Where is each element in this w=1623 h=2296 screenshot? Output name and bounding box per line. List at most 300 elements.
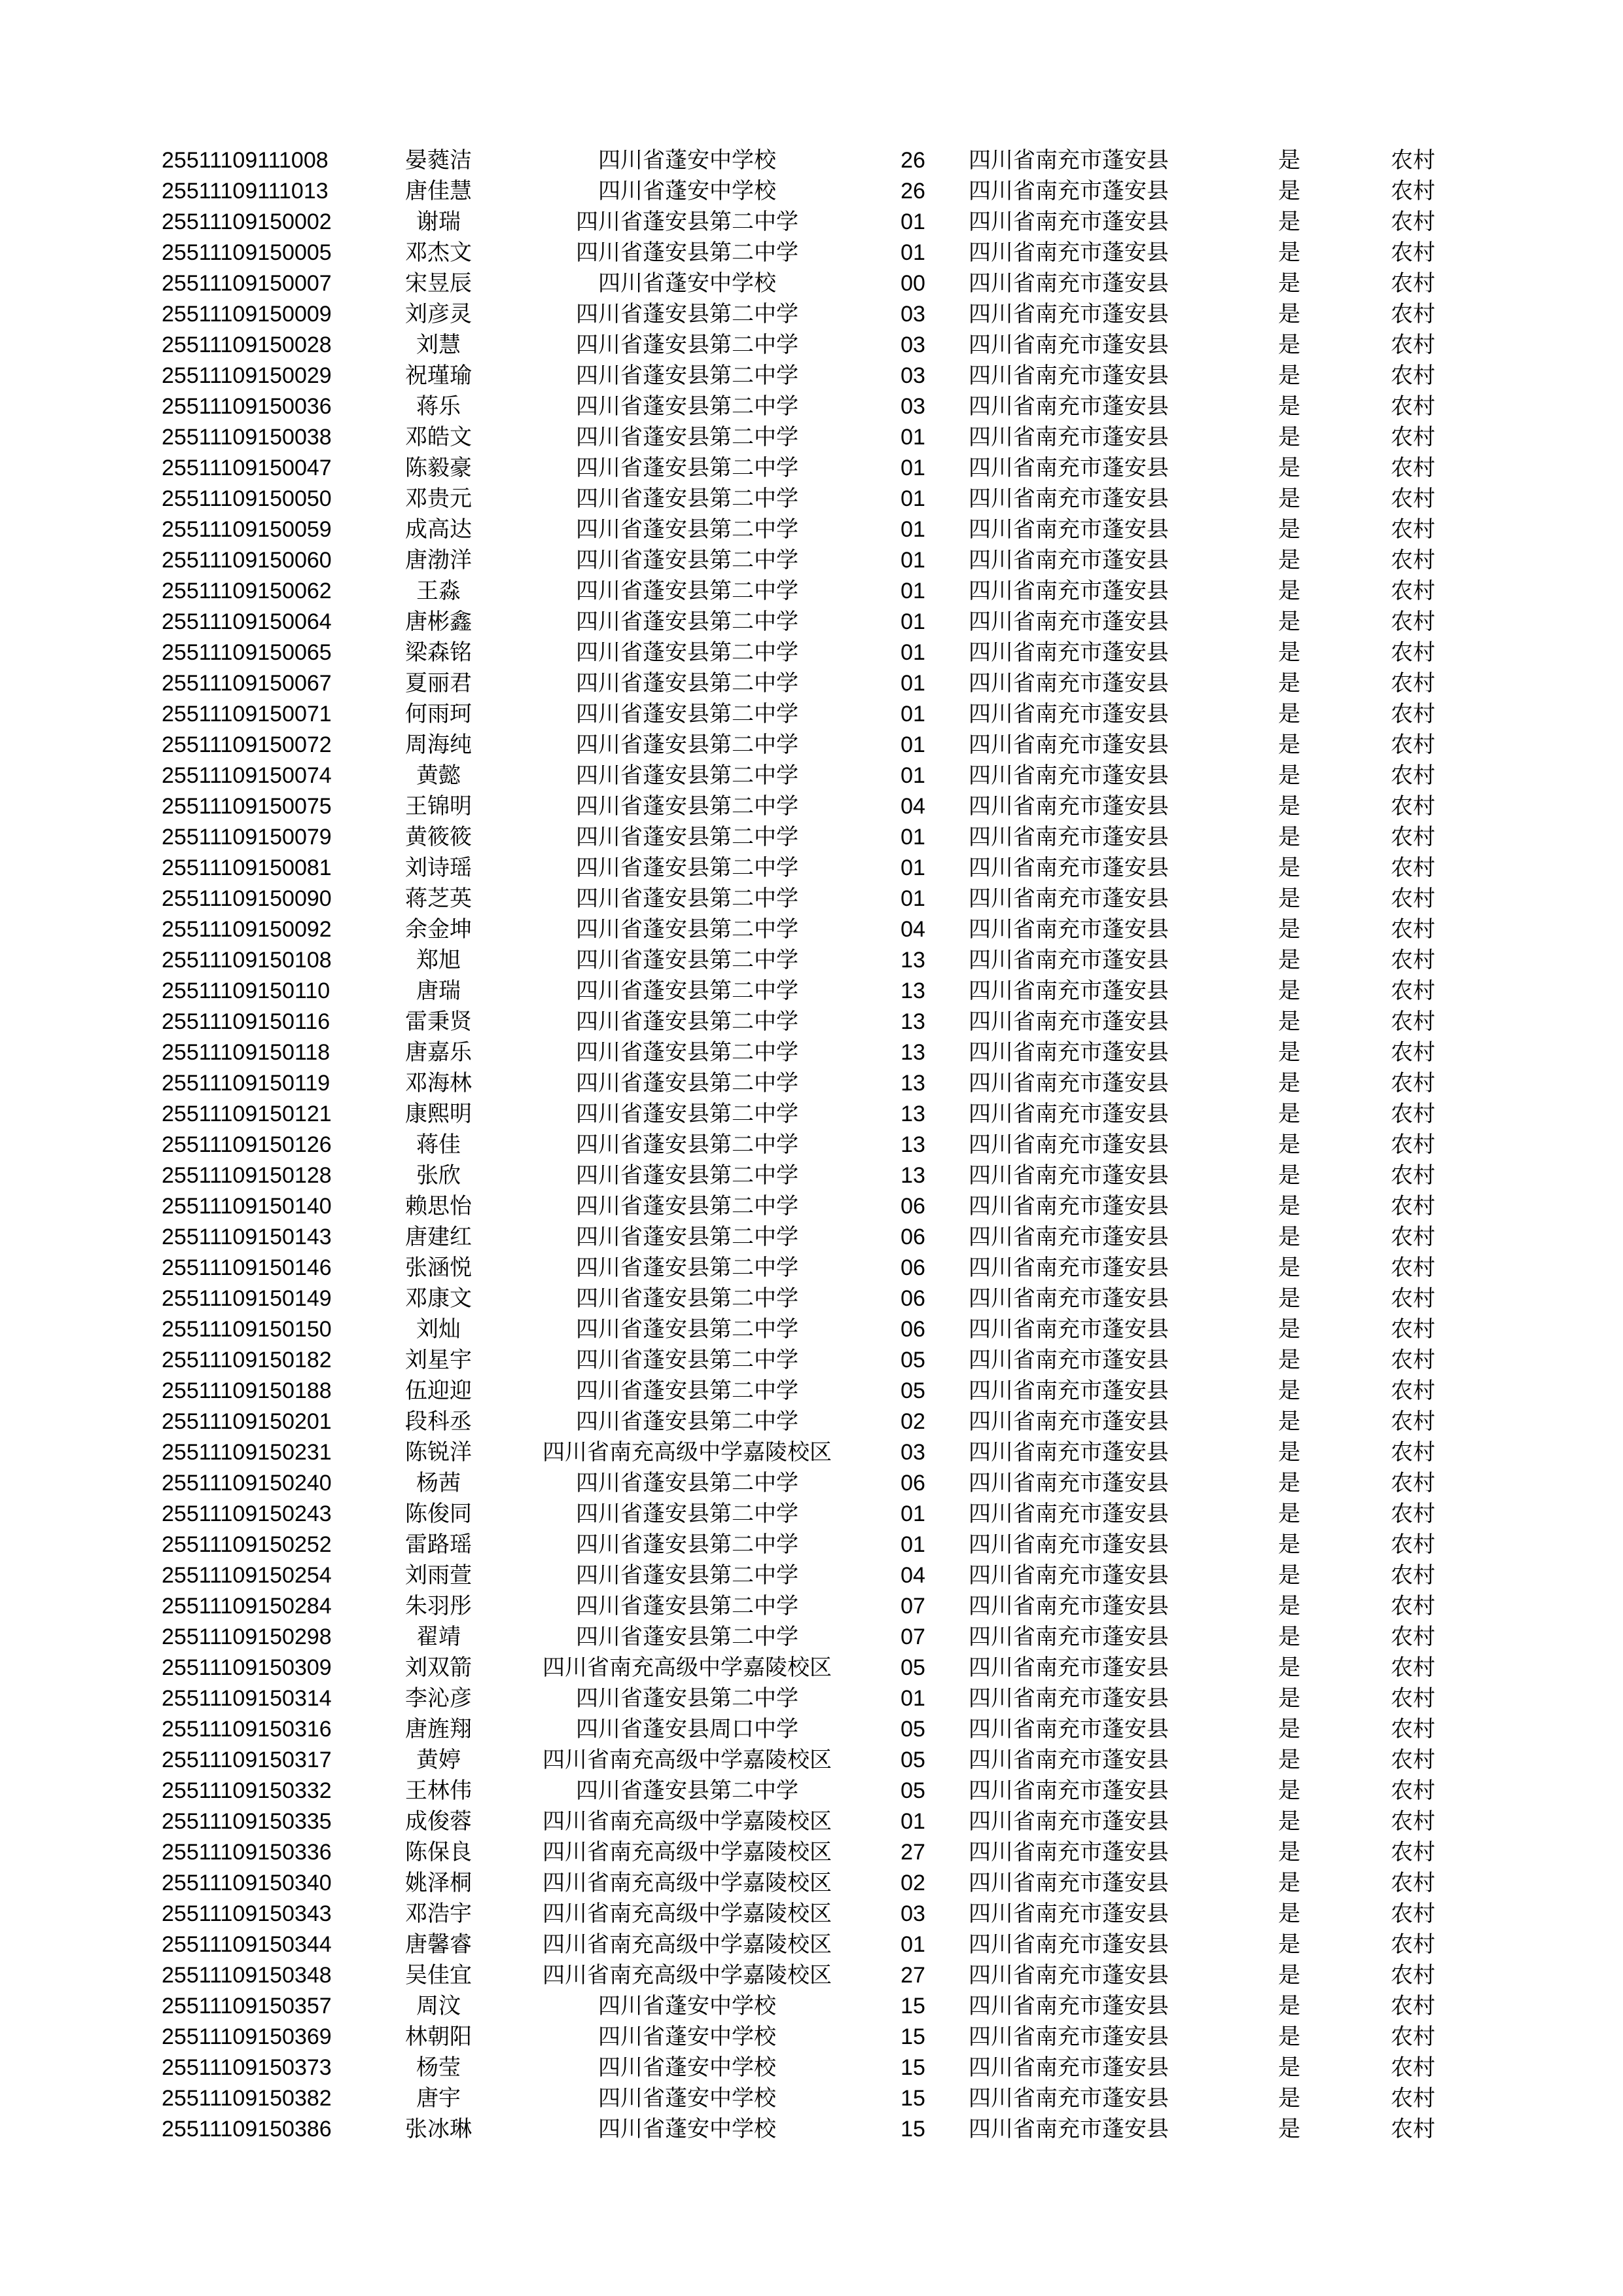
table-row <box>0 1160 1623 1191</box>
table-row <box>0 791 1623 822</box>
school-cell: 四川省蓬安县第二中学 <box>576 886 798 911</box>
category-code-cell: 01 <box>901 486 925 511</box>
school-cell: 四川省蓬安县第二中学 <box>576 1102 798 1126</box>
student-id-cell: 25511109150188 <box>162 1378 332 1403</box>
category-code-cell: 03 <box>901 1901 925 1926</box>
student-name-cell: 唐旌翔 <box>405 1717 472 1742</box>
residence-type-cell: 农村 <box>1391 1102 1435 1126</box>
household-region-cell: 四川省南充市蓬安县 <box>969 425 1169 450</box>
table-row <box>0 1222 1623 1253</box>
student-name-cell: 何雨珂 <box>405 702 472 726</box>
school-cell: 四川省南充高级中学嘉陵校区 <box>543 1901 832 1926</box>
household-region-cell: 四川省南充市蓬安县 <box>969 517 1169 542</box>
eligibility-flag-cell: 是 <box>1278 855 1300 880</box>
eligibility-flag-cell: 是 <box>1278 1994 1300 2018</box>
school-cell: 四川省蓬安县第二中学 <box>576 948 798 973</box>
table-row <box>0 207 1623 238</box>
household-region-cell: 四川省南充市蓬安县 <box>969 2086 1169 2111</box>
household-region-cell: 四川省南充市蓬安县 <box>969 794 1169 819</box>
student-id-cell: 25511109150382 <box>162 2086 332 2111</box>
eligibility-flag-cell: 是 <box>1278 1317 1300 1342</box>
residence-type-cell: 农村 <box>1391 1009 1435 1034</box>
residence-type-cell: 农村 <box>1391 1624 1435 1649</box>
residence-type-cell: 农村 <box>1391 179 1435 204</box>
eligibility-flag-cell: 是 <box>1278 1071 1300 1096</box>
household-region-cell: 四川省南充市蓬安县 <box>969 302 1169 327</box>
category-code-cell: 15 <box>901 1994 925 2018</box>
household-region-cell: 四川省南充市蓬安县 <box>969 2117 1169 2142</box>
eligibility-flag-cell: 是 <box>1278 1594 1300 1619</box>
residence-type-cell: 农村 <box>1391 2055 1435 2080</box>
category-code-cell: 13 <box>901 1009 925 1034</box>
residence-type-cell: 农村 <box>1391 917 1435 942</box>
eligibility-flag-cell: 是 <box>1278 1532 1300 1557</box>
school-cell: 四川省蓬安中学校 <box>598 271 776 296</box>
eligibility-flag-cell: 是 <box>1278 917 1300 942</box>
table-row <box>0 1960 1623 1991</box>
table-row <box>0 668 1623 699</box>
eligibility-flag-cell: 是 <box>1278 1963 1300 1988</box>
table-row <box>0 145 1623 176</box>
table-row <box>0 1683 1623 1714</box>
school-cell: 四川省蓬安县第二中学 <box>576 1132 798 1157</box>
student-id-cell: 25511109150231 <box>162 1440 332 1465</box>
category-code-cell: 04 <box>901 917 925 942</box>
school-cell: 四川省蓬安县第二中学 <box>576 1071 798 1096</box>
household-region-cell: 四川省南充市蓬安县 <box>969 855 1169 880</box>
table-row <box>0 730 1623 761</box>
school-cell: 四川省蓬安中学校 <box>598 2024 776 2049</box>
category-code-cell: 03 <box>901 363 925 388</box>
school-cell: 四川省南充高级中学嘉陵校区 <box>543 1655 832 1680</box>
student-name-cell: 伍迎迎 <box>405 1378 472 1403</box>
residence-type-cell: 农村 <box>1391 1348 1435 1372</box>
table-row <box>0 1130 1623 1160</box>
category-code-cell: 03 <box>901 302 925 327</box>
student-id-cell: 25511109150344 <box>162 1932 332 1957</box>
student-name-cell: 余金坤 <box>405 917 472 942</box>
household-region-cell: 四川省南充市蓬安县 <box>969 1871 1169 1895</box>
table-row <box>0 1776 1623 1806</box>
eligibility-flag-cell: 是 <box>1278 363 1300 388</box>
household-region-cell: 四川省南充市蓬安县 <box>969 1378 1169 1403</box>
eligibility-flag-cell: 是 <box>1278 1840 1300 1865</box>
residence-type-cell: 农村 <box>1391 1655 1435 1680</box>
household-region-cell: 四川省南充市蓬安县 <box>969 825 1169 850</box>
student-id-cell: 25511109150119 <box>162 1071 330 1096</box>
category-code-cell: 01 <box>901 1501 925 1526</box>
category-code-cell: 01 <box>901 1932 925 1957</box>
household-region-cell: 四川省南充市蓬安县 <box>969 1932 1169 1957</box>
category-code-cell: 05 <box>901 1778 925 1803</box>
category-code-cell: 01 <box>901 425 925 450</box>
student-name-cell: 晏蕤洁 <box>405 148 472 173</box>
household-region-cell: 四川省南充市蓬安县 <box>969 640 1169 665</box>
eligibility-flag-cell: 是 <box>1278 1501 1300 1526</box>
residence-type-cell: 农村 <box>1391 1532 1435 1557</box>
table-row <box>0 576 1623 607</box>
category-code-cell: 26 <box>901 148 925 173</box>
category-code-cell: 01 <box>901 1809 925 1834</box>
school-cell: 四川省蓬安县第二中学 <box>576 855 798 880</box>
table-row <box>0 1868 1623 1899</box>
table-row <box>0 1745 1623 1776</box>
student-name-cell: 邓康文 <box>405 1286 472 1311</box>
eligibility-flag-cell: 是 <box>1278 240 1300 265</box>
student-name-cell: 陈毅豪 <box>405 456 472 480</box>
eligibility-flag-cell: 是 <box>1278 486 1300 511</box>
student-name-cell: 成俊蓉 <box>405 1809 472 1834</box>
category-code-cell: 05 <box>901 1348 925 1372</box>
table-row <box>0 1991 1623 2022</box>
school-cell: 四川省蓬安县第二中学 <box>576 1255 798 1280</box>
table-row <box>0 1037 1623 1068</box>
school-cell: 四川省蓬安县第二中学 <box>576 1009 798 1034</box>
category-code-cell: 03 <box>901 332 925 357</box>
table-row <box>0 268 1623 299</box>
student-id-cell: 25511109150071 <box>162 702 332 726</box>
household-region-cell: 四川省南充市蓬安县 <box>969 948 1169 973</box>
category-code-cell: 04 <box>901 1563 925 1588</box>
residence-type-cell: 农村 <box>1391 240 1435 265</box>
table-row <box>0 1806 1623 1837</box>
student-id-cell: 25511109150332 <box>162 1778 332 1803</box>
student-name-cell: 黄懿 <box>416 763 461 788</box>
household-region-cell: 四川省南充市蓬安县 <box>969 1286 1169 1311</box>
table-row <box>0 1622 1623 1653</box>
school-cell: 四川省蓬安中学校 <box>598 179 776 204</box>
school-cell: 四川省蓬安县第二中学 <box>576 1409 798 1434</box>
eligibility-flag-cell: 是 <box>1278 548 1300 573</box>
student-name-cell: 张冰琳 <box>405 2117 472 2142</box>
student-id-cell: 25511109150062 <box>162 579 332 603</box>
residence-type-cell: 农村 <box>1391 148 1435 173</box>
table-row <box>0 1191 1623 1222</box>
eligibility-flag-cell: 是 <box>1278 825 1300 850</box>
residence-type-cell: 农村 <box>1391 1071 1435 1096</box>
student-name-cell: 邓海林 <box>405 1071 472 1096</box>
category-code-cell: 01 <box>901 702 925 726</box>
category-code-cell: 01 <box>901 1532 925 1557</box>
table-row <box>0 2022 1623 2053</box>
student-list-table <box>0 145 1623 2145</box>
table-row <box>0 1068 1623 1099</box>
eligibility-flag-cell: 是 <box>1278 1717 1300 1742</box>
household-region-cell: 四川省南充市蓬安县 <box>969 1255 1169 1280</box>
table-row <box>0 822 1623 853</box>
household-region-cell: 四川省南充市蓬安县 <box>969 332 1169 357</box>
category-code-cell: 01 <box>901 763 925 788</box>
category-code-cell: 13 <box>901 1102 925 1126</box>
school-cell: 四川省蓬安县第二中学 <box>576 1532 798 1557</box>
student-name-cell: 梁森铭 <box>405 640 472 665</box>
household-region-cell: 四川省南充市蓬安县 <box>969 732 1169 757</box>
category-code-cell: 02 <box>901 1871 925 1895</box>
household-region-cell: 四川省南充市蓬安县 <box>969 1317 1169 1342</box>
student-name-cell: 成高达 <box>405 517 472 542</box>
household-region-cell: 四川省南充市蓬安县 <box>969 2055 1169 2080</box>
category-code-cell: 26 <box>901 179 925 204</box>
household-region-cell: 四川省南充市蓬安县 <box>969 1225 1169 1249</box>
student-name-cell: 姚泽桐 <box>405 1871 472 1895</box>
student-id-cell: 25511109150116 <box>162 1009 330 1034</box>
eligibility-flag-cell: 是 <box>1278 179 1300 204</box>
table-row <box>0 761 1623 791</box>
table-row <box>0 1530 1623 1560</box>
household-region-cell: 四川省南充市蓬安县 <box>969 1809 1169 1834</box>
school-cell: 四川省南充高级中学嘉陵校区 <box>543 1963 832 1988</box>
table-row <box>0 1929 1623 1960</box>
eligibility-flag-cell: 是 <box>1278 2055 1300 2080</box>
residence-type-cell: 农村 <box>1391 2024 1435 2049</box>
table-row <box>0 853 1623 884</box>
student-id-cell: 25511109150065 <box>162 640 332 665</box>
category-code-cell: 01 <box>901 456 925 480</box>
residence-type-cell: 农村 <box>1391 302 1435 327</box>
table-row <box>0 1468 1623 1499</box>
school-cell: 四川省蓬安中学校 <box>598 2086 776 2111</box>
student-name-cell: 刘雨萱 <box>405 1563 472 1588</box>
residence-type-cell: 农村 <box>1391 763 1435 788</box>
school-cell: 四川省蓬安县第二中学 <box>576 1594 798 1619</box>
student-id-cell: 25511109111008 <box>162 148 329 173</box>
household-region-cell: 四川省南充市蓬安县 <box>969 1532 1169 1557</box>
school-cell: 四川省蓬安县第二中学 <box>576 794 798 819</box>
eligibility-flag-cell: 是 <box>1278 456 1300 480</box>
eligibility-flag-cell: 是 <box>1278 1378 1300 1403</box>
student-name-cell: 杨茜 <box>416 1471 461 1496</box>
residence-type-cell: 农村 <box>1391 209 1435 234</box>
household-region-cell: 四川省南充市蓬安县 <box>969 1501 1169 1526</box>
school-cell: 四川省蓬安县第二中学 <box>576 1501 798 1526</box>
student-id-cell: 25511109150028 <box>162 332 332 357</box>
student-id-cell: 25511109150316 <box>162 1717 332 1742</box>
category-code-cell: 06 <box>901 1255 925 1280</box>
student-name-cell: 夏丽君 <box>405 671 472 696</box>
category-code-cell: 13 <box>901 948 925 973</box>
student-name-cell: 周汶 <box>416 1994 461 2018</box>
student-name-cell: 杨莹 <box>416 2055 461 2080</box>
residence-type-cell: 农村 <box>1391 1748 1435 1772</box>
school-cell: 四川省蓬安县第二中学 <box>576 702 798 726</box>
residence-type-cell: 农村 <box>1391 1317 1435 1342</box>
student-name-cell: 郑旭 <box>416 948 461 973</box>
eligibility-flag-cell: 是 <box>1278 1778 1300 1803</box>
table-row <box>0 884 1623 914</box>
student-id-cell: 25511109150067 <box>162 671 332 696</box>
student-name-cell: 王锦明 <box>405 794 472 819</box>
household-region-cell: 四川省南充市蓬安县 <box>969 394 1169 419</box>
table-row <box>0 637 1623 668</box>
student-id-cell: 25511109150036 <box>162 394 332 419</box>
student-id-cell: 25511109150108 <box>162 948 332 973</box>
table-row <box>0 945 1623 976</box>
student-id-cell: 25511109150348 <box>162 1963 332 1988</box>
student-id-cell: 25511109150072 <box>162 732 332 757</box>
category-code-cell: 05 <box>901 1748 925 1772</box>
eligibility-flag-cell: 是 <box>1278 1563 1300 1588</box>
student-name-cell: 刘双箭 <box>405 1655 472 1680</box>
eligibility-flag-cell: 是 <box>1278 732 1300 757</box>
household-region-cell: 四川省南充市蓬安县 <box>969 1994 1169 2018</box>
student-name-cell: 陈俊同 <box>405 1501 472 1526</box>
school-cell: 四川省南充高级中学嘉陵校区 <box>543 1440 832 1465</box>
student-id-cell: 25511109150335 <box>162 1809 332 1834</box>
student-id-cell: 25511109150369 <box>162 2024 332 2049</box>
student-name-cell: 翟靖 <box>416 1624 461 1649</box>
table-row <box>0 1314 1623 1345</box>
residence-type-cell: 农村 <box>1391 425 1435 450</box>
student-name-cell: 刘彦灵 <box>405 302 472 327</box>
student-id-cell: 25511109150092 <box>162 917 332 942</box>
household-region-cell: 四川省南充市蓬安县 <box>969 579 1169 603</box>
eligibility-flag-cell: 是 <box>1278 425 1300 450</box>
table-row <box>0 2083 1623 2114</box>
residence-type-cell: 农村 <box>1391 1409 1435 1434</box>
school-cell: 四川省蓬安县第二中学 <box>576 1286 798 1311</box>
household-region-cell: 四川省南充市蓬安县 <box>969 1440 1169 1465</box>
residence-type-cell: 农村 <box>1391 978 1435 1003</box>
residence-type-cell: 农村 <box>1391 1040 1435 1065</box>
household-region-cell: 四川省南充市蓬安县 <box>969 363 1169 388</box>
residence-type-cell: 农村 <box>1391 363 1435 388</box>
residence-type-cell: 农村 <box>1391 271 1435 296</box>
eligibility-flag-cell: 是 <box>1278 1409 1300 1434</box>
household-region-cell: 四川省南充市蓬安县 <box>969 1132 1169 1157</box>
table-row <box>0 699 1623 730</box>
student-name-cell: 唐嘉乐 <box>405 1040 472 1065</box>
student-name-cell: 唐建红 <box>405 1225 472 1249</box>
table-row <box>0 545 1623 576</box>
category-code-cell: 15 <box>901 2117 925 2142</box>
eligibility-flag-cell: 是 <box>1278 1132 1300 1157</box>
eligibility-flag-cell: 是 <box>1278 1932 1300 1957</box>
student-name-cell: 王淼 <box>416 579 461 603</box>
school-cell: 四川省蓬安县第二中学 <box>576 332 798 357</box>
school-cell: 四川省蓬安县第二中学 <box>576 763 798 788</box>
residence-type-cell: 农村 <box>1391 548 1435 573</box>
residence-type-cell: 农村 <box>1391 1255 1435 1280</box>
category-code-cell: 07 <box>901 1624 925 1649</box>
table-row <box>0 391 1623 422</box>
school-cell: 四川省蓬安县第二中学 <box>576 363 798 388</box>
household-region-cell: 四川省南充市蓬安县 <box>969 1748 1169 1772</box>
student-id-cell: 25511109150005 <box>162 240 332 265</box>
household-region-cell: 四川省南充市蓬安县 <box>969 1901 1169 1926</box>
eligibility-flag-cell: 是 <box>1278 1255 1300 1280</box>
category-code-cell: 01 <box>901 240 925 265</box>
category-code-cell: 13 <box>901 1163 925 1188</box>
eligibility-flag-cell: 是 <box>1278 702 1300 726</box>
residence-type-cell: 农村 <box>1391 640 1435 665</box>
eligibility-flag-cell: 是 <box>1278 394 1300 419</box>
student-id-cell: 25511109150075 <box>162 794 332 819</box>
student-name-cell: 赖思怡 <box>405 1194 472 1219</box>
school-cell: 四川省蓬安县第二中学 <box>576 640 798 665</box>
school-cell: 四川省蓬安县第二中学 <box>576 917 798 942</box>
eligibility-flag-cell: 是 <box>1278 978 1300 1003</box>
eligibility-flag-cell: 是 <box>1278 302 1300 327</box>
student-name-cell: 刘星宇 <box>405 1348 472 1372</box>
household-region-cell: 四川省南充市蓬安县 <box>969 1594 1169 1619</box>
residence-type-cell: 农村 <box>1391 1994 1435 2018</box>
residence-type-cell: 农村 <box>1391 794 1435 819</box>
household-region-cell: 四川省南充市蓬安县 <box>969 486 1169 511</box>
residence-type-cell: 农村 <box>1391 1163 1435 1188</box>
residence-type-cell: 农村 <box>1391 1932 1435 1957</box>
student-name-cell: 蒋芝英 <box>405 886 472 911</box>
residence-type-cell: 农村 <box>1391 517 1435 542</box>
student-id-cell: 25511109150128 <box>162 1163 332 1188</box>
school-cell: 四川省蓬安县第二中学 <box>576 978 798 1003</box>
residence-type-cell: 农村 <box>1391 886 1435 911</box>
residence-type-cell: 农村 <box>1391 1563 1435 1588</box>
student-name-cell: 李沁彦 <box>405 1686 472 1711</box>
residence-type-cell: 农村 <box>1391 456 1435 480</box>
school-cell: 四川省南充高级中学嘉陵校区 <box>543 1871 832 1895</box>
school-cell: 四川省蓬安县第二中学 <box>576 456 798 480</box>
table-row <box>0 1591 1623 1622</box>
residence-type-cell: 农村 <box>1391 855 1435 880</box>
school-cell: 四川省蓬安县周口中学 <box>576 1717 798 1742</box>
household-region-cell: 四川省南充市蓬安县 <box>969 271 1169 296</box>
school-cell: 四川省蓬安县第二中学 <box>576 1686 798 1711</box>
student-id-cell: 25511109150126 <box>162 1132 332 1157</box>
student-id-cell: 25511109150146 <box>162 1255 332 1280</box>
student-name-cell: 刘灿 <box>416 1317 461 1342</box>
school-cell: 四川省蓬安县第二中学 <box>576 1317 798 1342</box>
student-id-cell: 25511109150007 <box>162 271 332 296</box>
table-row <box>0 914 1623 945</box>
school-cell: 四川省南充高级中学嘉陵校区 <box>543 1809 832 1834</box>
category-code-cell: 01 <box>901 517 925 542</box>
school-cell: 四川省蓬安县第二中学 <box>576 302 798 327</box>
student-id-cell: 25511109150110 <box>162 978 330 1003</box>
school-cell: 四川省蓬安县第二中学 <box>576 548 798 573</box>
student-name-cell: 雷秉贤 <box>405 1009 472 1034</box>
household-region-cell: 四川省南充市蓬安县 <box>969 1194 1169 1219</box>
student-name-cell: 黄婷 <box>416 1748 461 1772</box>
residence-type-cell: 农村 <box>1391 1471 1435 1496</box>
table-row <box>0 1345 1623 1376</box>
student-id-cell: 25511109150182 <box>162 1348 332 1372</box>
category-code-cell: 06 <box>901 1471 925 1496</box>
household-region-cell: 四川省南充市蓬安县 <box>969 1071 1169 1096</box>
student-name-cell: 蒋乐 <box>416 394 461 419</box>
student-name-cell: 唐佳慧 <box>405 179 472 204</box>
residence-type-cell: 农村 <box>1391 1132 1435 1157</box>
household-region-cell: 四川省南充市蓬安县 <box>969 886 1169 911</box>
school-cell: 四川省南充高级中学嘉陵校区 <box>543 1840 832 1865</box>
category-code-cell: 01 <box>901 579 925 603</box>
table-row <box>0 176 1623 207</box>
category-code-cell: 15 <box>901 2086 925 2111</box>
student-name-cell: 唐瑞 <box>416 978 461 1003</box>
eligibility-flag-cell: 是 <box>1278 148 1300 173</box>
residence-type-cell: 农村 <box>1391 671 1435 696</box>
student-id-cell: 25511109150009 <box>162 302 332 327</box>
residence-type-cell: 农村 <box>1391 579 1435 603</box>
school-cell: 四川省蓬安县第二中学 <box>576 825 798 850</box>
school-cell: 四川省蓬安县第二中学 <box>576 1194 798 1219</box>
student-name-cell: 王林伟 <box>405 1778 472 1803</box>
school-cell: 四川省蓬安县第二中学 <box>576 1348 798 1372</box>
student-name-cell: 唐宇 <box>416 2086 461 2111</box>
student-id-cell: 25511109150081 <box>162 855 332 880</box>
household-region-cell: 四川省南充市蓬安县 <box>969 548 1169 573</box>
student-name-cell: 邓贵元 <box>405 486 472 511</box>
eligibility-flag-cell: 是 <box>1278 609 1300 634</box>
